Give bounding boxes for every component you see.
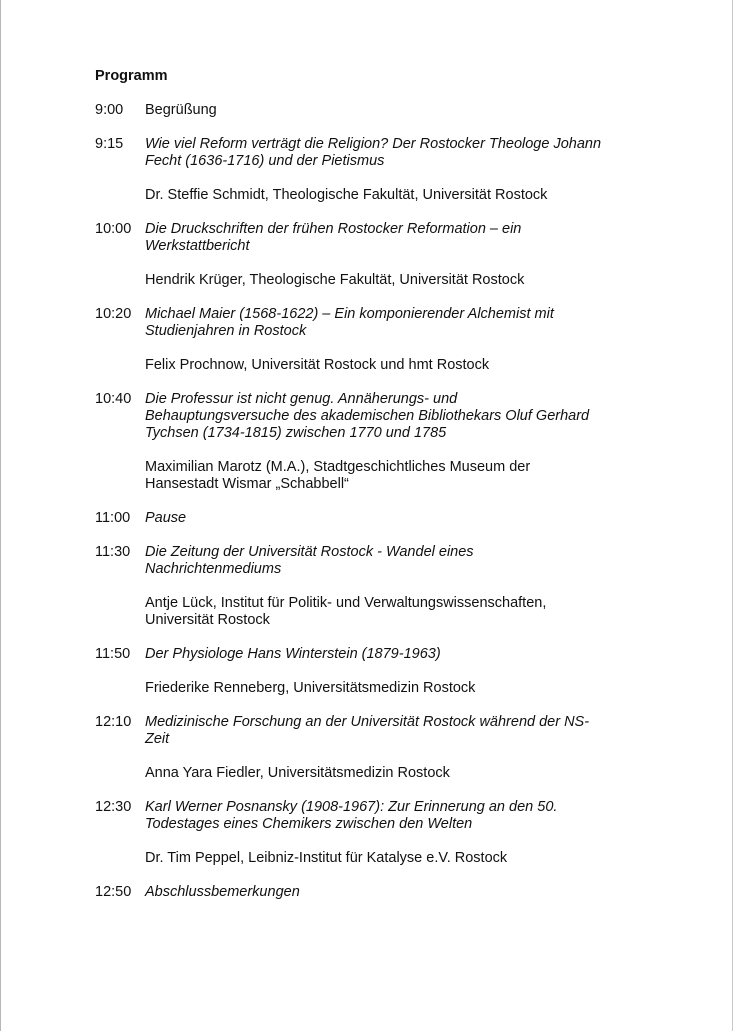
program-item [95,510,625,527]
program-item [95,884,625,901]
program-item-time: 9:15 [95,136,124,152]
program-item-title: Wie viel Reform verträgt die Religion? Der Rostocker Theologe Johann Fecht (1636-1716) und der Pietismus [145,136,602,169]
program-item [95,306,625,374]
program-item-title: Die Professur ist nicht genug. Annäherungs- und Behauptungsversuche des akademischen Bibliothekars Oluf Gerhard Tychsen (1734-1815) zwischen 1770 und 1785 [145,391,590,441]
program-item-speaker: Maximilian Marotz (M.A.), Stadtgeschichtliches Museum der Hansestadt Wismar „Schabbell“ [145,459,531,492]
program-item-time: 10:20 [95,306,132,322]
program-item [95,136,625,204]
program-item-body [145,221,625,289]
program-item-body [145,391,625,493]
program-item-body [145,799,625,867]
program-item-body [145,306,625,374]
program-item-body [145,646,625,697]
program-item-speaker: Anna Yara Fiedler, Universitätsmedizin Rostock [145,765,450,781]
program-item [95,544,625,629]
program-item-body [145,136,625,204]
program-item-body [145,884,625,901]
program-item-time: 12:30 [95,799,132,815]
program-item-title: Begrüßung [145,102,217,118]
program-heading: Programm [95,68,168,84]
program-item-time: 11:30 [95,544,131,560]
program-item [95,646,625,697]
program-item-time: 10:40 [95,391,132,407]
program-item-title: Medizinische Forschung an der Universität Rostock während der NS- Zeit [145,714,590,747]
program-item-body [145,510,625,527]
program-item-time: 12:10 [95,714,132,730]
program-item [95,102,625,119]
program-item-speaker: Friederike Renneberg, Universitätsmedizin Rostock [145,680,476,696]
program-item-speaker: Dr. Steffie Schmidt, Theologische Fakultät, Universität Rostock [145,187,548,203]
program-item-title: Michael Maier (1568-1622) – Ein komponierender Alchemist mit Studienjahren in Rostock [145,306,554,339]
program-item-body [145,714,625,782]
program-item-title: Die Zeitung der Universität Rostock - Wandel eines Nachrichtenmediums [145,544,474,577]
program-item-time: 11:50 [95,646,131,662]
program-item-speaker: Dr. Tim Peppel, Leibniz-Institut für Katalyse e.V. Rostock [145,850,508,866]
program-item-title: Der Physiologe Hans Winterstein (1879-1963) [145,646,441,662]
program-item-title: Die Druckschriften der frühen Rostocker Reformation – ein Werkstattbericht [145,221,522,254]
program-item-title: Abschlussbemerkungen [145,884,300,900]
page-edge-left [0,0,1,1031]
program-document [95,68,625,918]
program-item-speaker: Antje Lück, Institut für Politik- und Verwaltungswissenschaften, Universität Rostock [145,595,547,628]
program-item [95,391,625,493]
program-item-body [145,102,625,119]
program-item [95,221,625,289]
program-item [95,799,625,867]
program-item [95,714,625,782]
program-item-time: 12:50 [95,884,132,900]
program-item-speaker: Hendrik Krüger, Theologische Fakultät, Universität Rostock [145,272,525,288]
program-item-time: 9:00 [95,102,124,118]
program-item-title: Pause [145,510,187,526]
program-item-time: 10:00 [95,221,132,237]
program-item-body [145,544,625,629]
program-item-speaker: Felix Prochnow, Universität Rostock und hmt Rostock [145,357,490,373]
program-item-title: Karl Werner Posnansky (1908-1967): Zur Erinnerung an den 50. Todestages eines Chemikers zwischen den Welten [145,799,558,832]
program-item-time: 11:00 [95,510,131,526]
